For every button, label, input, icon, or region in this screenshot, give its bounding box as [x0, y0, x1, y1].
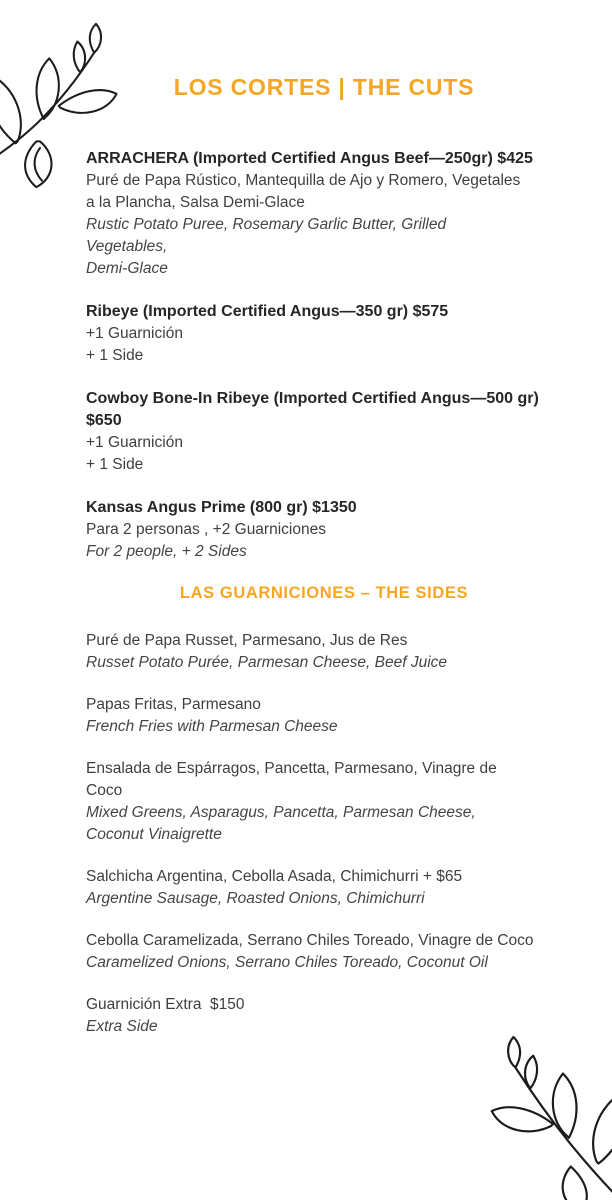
- menu-item-line: Vegetables,: [86, 238, 168, 255]
- menu-item-line: For 2 people, + 2 Sides: [86, 543, 247, 560]
- side-item-line: Coconut Vinaigrette: [86, 826, 222, 843]
- side-item: [86, 994, 562, 1038]
- menu-item-line: + 1 Side: [86, 347, 144, 364]
- menu-item-line: + 1 Side: [86, 456, 144, 473]
- menu-item-line: Demi-Glace: [86, 260, 168, 277]
- side-item-line: Extra Side: [86, 1018, 158, 1035]
- menu-item-line: Puré de Papa Rústico, Mantequilla de Ajo y Romero, Vegetales: [86, 172, 521, 189]
- side-item-line: Coco: [86, 782, 123, 799]
- menu-item-ribeye: [86, 301, 562, 367]
- side-item-line: Papas Fritas, Parmesano: [86, 696, 261, 713]
- sides-list: [86, 630, 562, 1038]
- side-item-line: Ensalada de Espárragos, Pancetta, Parmesano, Vinagre de: [86, 760, 497, 777]
- menu-item-line: +1 Guarnición: [86, 325, 183, 342]
- menu-item-arrachera: [86, 148, 562, 280]
- side-item: [86, 630, 562, 674]
- side-item-line: French Fries with Parmesan Cheese: [86, 718, 338, 735]
- side-item-line: Mixed Greens, Asparagus, Pancetta, Parmesan Cheese,: [86, 804, 476, 821]
- cuts-list: [86, 148, 562, 563]
- side-item: [86, 694, 562, 738]
- side-item-line: Russet Potato Purée, Parmesan Cheese, Beef Juice: [86, 654, 448, 671]
- page-title: LOS CORTES | THE CUTS: [173, 74, 475, 100]
- side-item-line: Guarnición Extra $150: [86, 996, 245, 1013]
- menu-item-title: Kansas Angus Prime (800 gr) $1350: [86, 499, 357, 516]
- menu-item-line: a la Plancha, Salsa Demi-Glace: [86, 194, 305, 211]
- sides-section-heading: LAS GUARNICIONES – THE SIDES: [179, 584, 469, 602]
- menu-item-cowboy-ribeye: [86, 388, 562, 476]
- menu-item-line: +1 Guarnición: [86, 434, 183, 451]
- side-item-line: Cebolla Caramelizada, Serrano Chiles Toreado, Vinagre de Coco: [86, 932, 534, 949]
- menu-item-price: $650: [86, 412, 122, 429]
- menu-item-line: Para 2 personas , +2 Guarniciones: [86, 521, 326, 538]
- side-item: [86, 866, 562, 910]
- leaf-branch-icon: [482, 1034, 612, 1200]
- menu-content: [86, 0, 562, 1058]
- menu-item-title: ARRACHERA (Imported Certified Angus Beef—250gr) $425: [86, 150, 533, 167]
- menu-item-kansas: [86, 497, 562, 563]
- menu-item-line: Rustic Potato Puree, Rosemary Garlic Butter, Grilled: [86, 216, 447, 233]
- side-item-line: Puré de Papa Russet, Parmesano, Jus de Res: [86, 632, 408, 649]
- side-item-line: Caramelized Onions, Serrano Chiles Toreado, Coconut Oil: [86, 954, 488, 971]
- menu-item-title: Cowboy Bone-In Ribeye (Imported Certified Angus—500 gr): [86, 390, 539, 407]
- menu-item-title: Ribeye (Imported Certified Angus—350 gr) $575: [86, 303, 449, 320]
- side-item: [86, 930, 562, 974]
- side-item-line: Salchicha Argentina, Cebolla Asada, Chimichurri + $65: [86, 868, 463, 885]
- side-item: [86, 758, 562, 846]
- side-item-line: Argentine Sausage, Roasted Onions, Chimichurri: [86, 890, 425, 907]
